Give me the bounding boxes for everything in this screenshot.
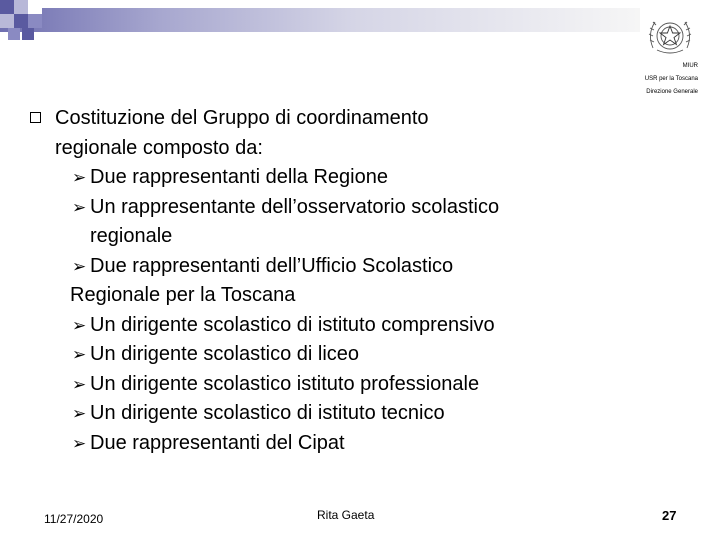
footer-author: Rita Gaeta <box>317 508 375 522</box>
arrow-bullet-icon: ➢ <box>72 168 87 188</box>
arrow-bullet-icon: ➢ <box>72 433 87 454</box>
list-item-text: Regionale per la Toscana <box>70 284 296 306</box>
arrow-bullet-icon: ➢ <box>72 345 87 365</box>
list-item-text: Due rappresentanti dell’Ufficio Scolastico <box>90 254 454 277</box>
list-item <box>30 163 690 193</box>
footer-date: 11/27/2020 <box>44 512 104 526</box>
list-item-continuation <box>30 222 690 252</box>
decor-square <box>14 14 28 28</box>
list-item <box>30 370 690 400</box>
decor-square <box>28 14 42 28</box>
arrow-bullet-icon: ➢ <box>72 197 87 218</box>
decor-square <box>28 0 42 14</box>
arrow-bullet-icon: ➢ <box>72 374 87 395</box>
list-item <box>30 311 690 341</box>
list-item <box>30 399 690 429</box>
list-item <box>30 340 690 370</box>
decor-square <box>14 0 28 14</box>
list-item-text: Un dirigente scolastico di istituto tecnico <box>90 402 445 424</box>
decor-square <box>0 0 14 14</box>
heading-text: Costituzione del Gruppo di coordinamento <box>55 107 429 129</box>
arrow-bullet-icon: ➢ <box>72 315 87 336</box>
list-item-text: Un dirigente scolastico di liceo <box>90 343 360 365</box>
list-item-text: Due rappresentanti del Cipat <box>90 431 345 454</box>
page-number: 27 <box>662 508 677 523</box>
decor-square <box>0 14 14 28</box>
arrow-bullet-icon: ➢ <box>72 404 87 424</box>
arrow-bullet-icon: ➢ <box>72 256 87 277</box>
slide-content <box>30 104 690 458</box>
office-line: USR per la Toscana <box>644 76 698 82</box>
checkbox-bullet-icon <box>30 112 41 123</box>
list-item-text: Un rappresentante dell’osservatorio scolastico <box>90 195 500 218</box>
heading-text: regionale composto da: <box>55 136 263 159</box>
list-item-continuation <box>30 281 690 311</box>
heading-line <box>30 104 690 134</box>
list-item <box>30 429 690 459</box>
list-item-text: Due rappresentanti della Regione <box>90 166 388 188</box>
list-item <box>30 193 690 223</box>
heading-line <box>30 134 690 164</box>
org-name: MIUR <box>682 63 698 69</box>
list-item-text: Un dirigente scolastico istituto professionale <box>90 372 480 395</box>
list-item <box>30 252 690 282</box>
list-item-text: regionale <box>90 225 173 247</box>
decor-square <box>22 28 34 40</box>
list-item-text: Un dirigente scolastico di istituto comprensivo <box>90 313 495 336</box>
direction-line: Direzione Generale <box>646 89 698 95</box>
decor-square <box>8 28 20 40</box>
republic-emblem-icon <box>645 12 695 58</box>
header-gradient-band <box>0 8 640 32</box>
